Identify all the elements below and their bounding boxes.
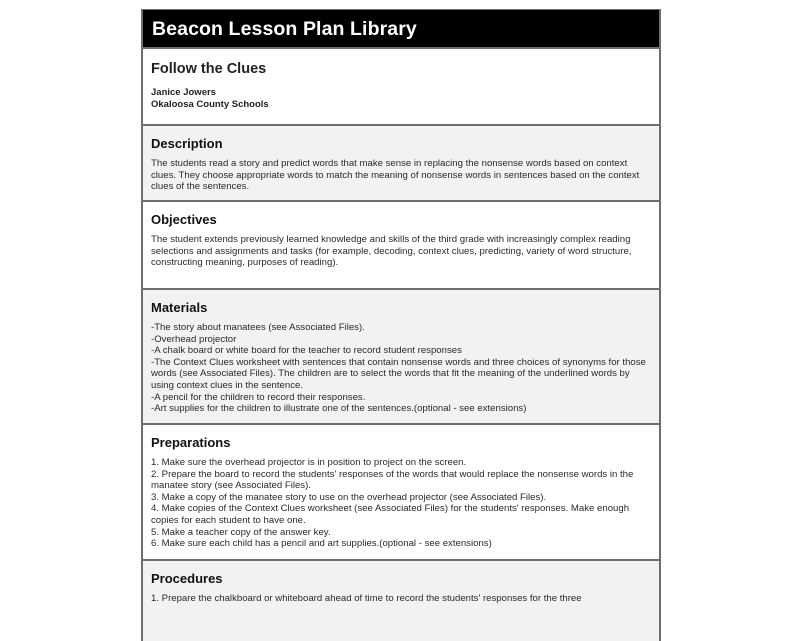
procedures-list xyxy=(151,593,651,605)
materials-item: -The story about manatees (see Associated Files). xyxy=(151,322,365,333)
site-title: Beacon Lesson Plan Library xyxy=(152,18,417,40)
preparations-item: 4. Make copies of the Context Clues worksheet (see Associated Files) for the students' responses. Make enough copies for each student to have one. xyxy=(151,503,630,526)
description-text: The students read a story and predict words that make sense in replacing the nonsense words based on context clues. They choose appropriate words to match the meaning of nonsense words in sentences based on the context clues of the sentences. xyxy=(151,158,640,193)
preparations-list xyxy=(151,457,651,550)
lesson-title: Follow the Clues xyxy=(151,61,267,77)
materials-item: -Overhead projector xyxy=(151,333,237,345)
materials-item: -A chalk board or white board for the teacher to record student responses xyxy=(151,345,462,357)
description-section xyxy=(143,126,659,202)
site-header xyxy=(143,10,659,49)
procedures-section xyxy=(143,561,659,641)
preparations-section xyxy=(143,425,659,561)
materials-list xyxy=(151,322,651,415)
objectives-text: The student extends previously learned knowledge and skills of the third grade with increasingly complex reading selections and assignments and tasks (for example, decoding, context clues, predicting, variety of word structure, constructing meaning, purposes of reading). xyxy=(151,234,632,269)
materials-section xyxy=(143,290,659,425)
school-name: Okaloosa County Schools xyxy=(151,99,269,110)
materials-item: -A pencil for the children to record their responses. xyxy=(151,391,366,403)
preparations-item: 3. Make a copy of the manatee story to use on the overhead projector (see Associated Files). xyxy=(151,491,547,503)
preparations-heading: Preparations xyxy=(151,435,231,450)
materials-item: -The Context Clues worksheet with sentences that contain nonsense words and three choices of synonyms for those words (see Associated Files). The children are to select the words that fit the meaning of the underlined words by using context clues in the sentence. xyxy=(151,356,646,391)
author-name: Janice Jowers xyxy=(151,87,216,98)
preparations-item: 6. Make sure each child has a pencil and art supplies.(optional - see extensions) xyxy=(151,538,492,550)
materials-heading: Materials xyxy=(151,300,208,315)
preparations-item: 5. Make a teacher copy of the answer key. xyxy=(151,526,331,538)
procedures-item: 1. Prepare the chalkboard or whiteboard ahead of time to record the students' responses for the three xyxy=(151,593,582,604)
objectives-section xyxy=(143,202,659,290)
preparations-item: 1. Make sure the overhead projector is in position to project on the screen. xyxy=(151,457,467,468)
objectives-heading: Objectives xyxy=(151,212,217,227)
lesson-info-section xyxy=(143,49,659,126)
lesson-plan-page xyxy=(141,9,661,641)
materials-item: -Art supplies for the children to illustrate one of the sentences.(optional - see extensions) xyxy=(151,403,527,415)
description-heading: Description xyxy=(151,136,223,151)
preparations-item: 2. Prepare the board to record the students' responses of the words that would replace the nonsense words in the manatee story (see Associated Files). xyxy=(151,468,634,492)
procedures-heading: Procedures xyxy=(151,571,223,586)
